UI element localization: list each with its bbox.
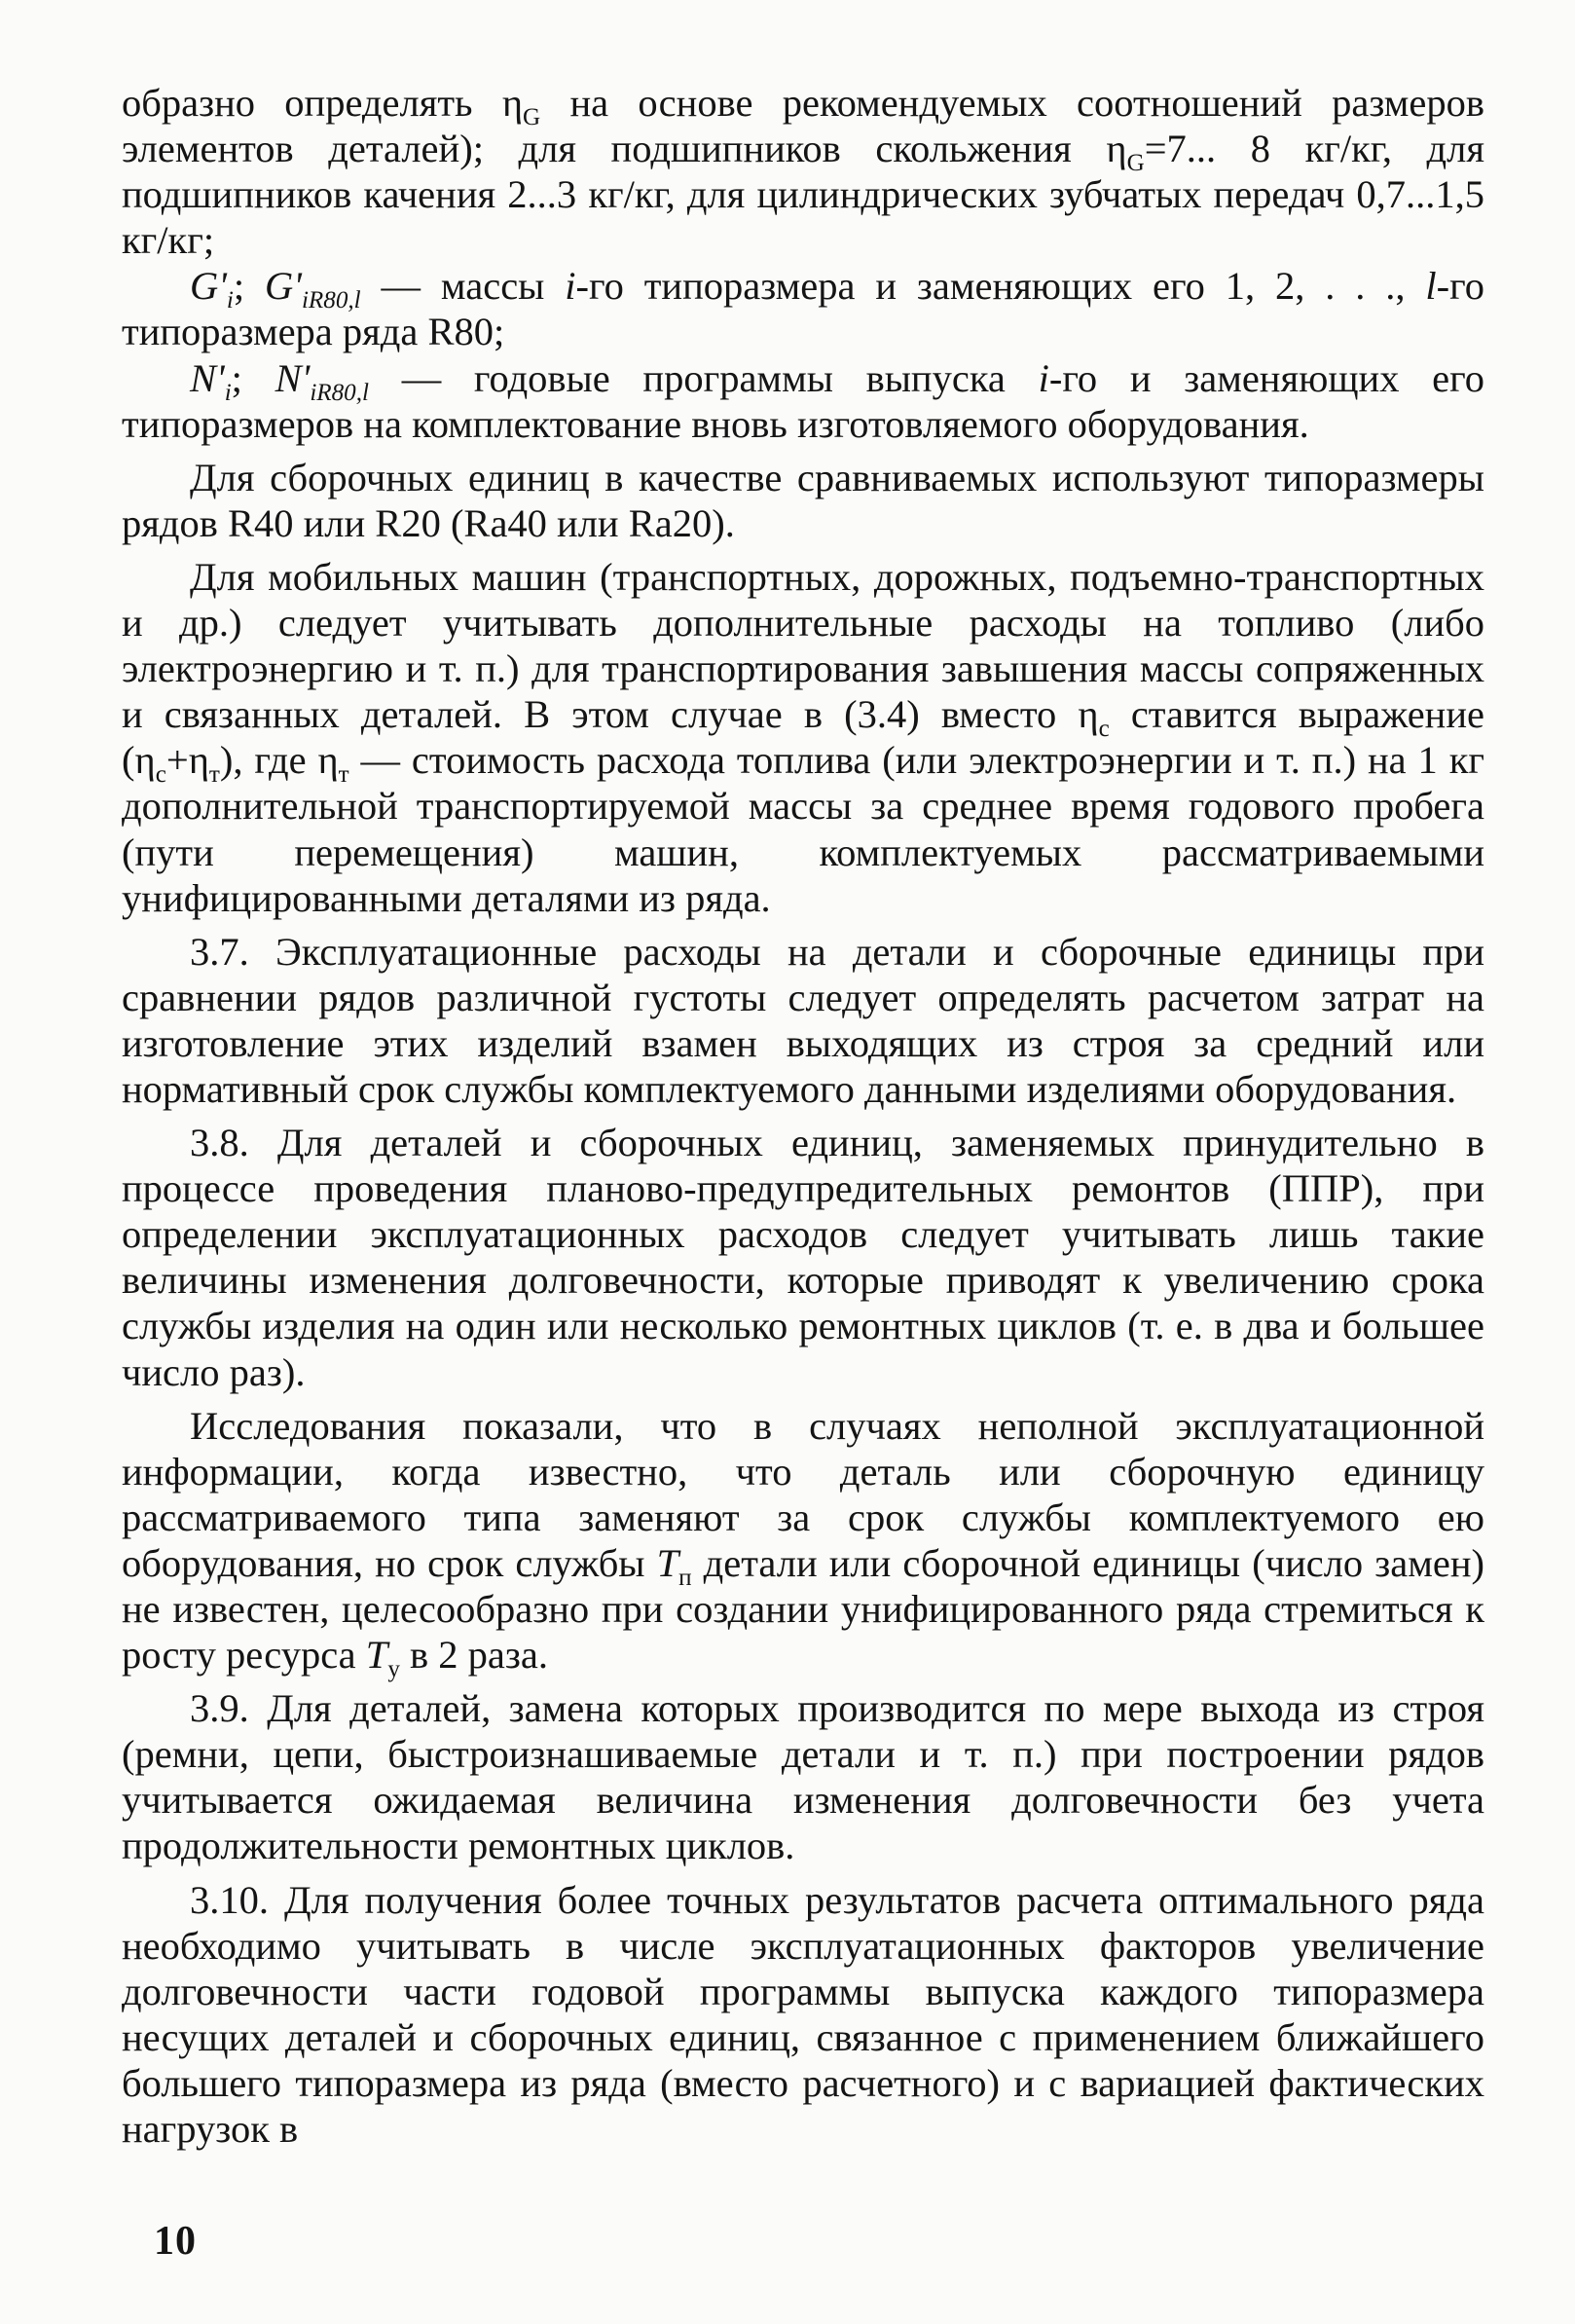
text-run: G' <box>190 264 227 309</box>
text-run: 3.8. Для деталей и сборочных единиц, заменяемых принудительно в процессе проведения планово-предупредительных ремонтов (ППР), при определении эксплуатационных расходов следует учитывать лишь такие величины изменения долговечности, которые приводят к увеличению срока службы изделия на один или несколько ремонтных циклов (т. е. в два и большее число раз). <box>122 1121 1484 1394</box>
text-run: ; <box>233 264 266 309</box>
paragraph-8 <box>122 1403 1484 1683</box>
subscript: у <box>387 1656 400 1683</box>
text-run: ), где <box>219 738 318 783</box>
paragraph-7 <box>122 1120 1484 1395</box>
text-run: — стоимость расхода топлива (или электроэнергии и т. п.) на 1 кг дополнительной транспортируемой массы за среднее время годового пробега (пути перемещения) машин, комплектуемых рассматриваемыми унифицированными деталями из ряда. <box>122 738 1484 920</box>
text-run: =7... 8 кг/кг, для подшипников качения 2...3 кг/кг, для цилиндрических зубчатых передач 0,7...1,5 кг/кг; <box>122 127 1485 263</box>
subscript: G <box>523 104 541 131</box>
text-run: Для сборочных единиц в качестве сравниваемых используют типоразмеры рядов R40 или R20 (Ra40 или Ra20). <box>122 455 1484 545</box>
text-run: ; <box>231 355 275 400</box>
text-run: 3.9. Для деталей, замена которых производится по мере выхода из строя (ремни, цепи, быстроизнашиваемые детали и т. п.) при построении рядов учитывается ожидаемая величина изменения долговечности без учета продолжительности ремонтных циклов. <box>122 1686 1484 1868</box>
text-column <box>122 80 1484 2159</box>
text-run: G' <box>265 264 302 309</box>
text-run: Исследования показали, что в случаях неполной эксплуатационной информации, когда известно, что деталь или сборочную единицу рассматриваемого типа заменяют за срок службы комплектуемого ею оборудования, но срок службы <box>122 1403 1484 1585</box>
subscript: c <box>1098 716 1110 743</box>
subscript: G <box>1126 150 1145 177</box>
paragraph-9 <box>122 1685 1484 1868</box>
subscript: iR80,l <box>310 379 369 406</box>
subscript: i <box>224 379 232 406</box>
subscript: i <box>226 287 234 314</box>
text-run: N' <box>190 355 225 400</box>
text-run: T <box>365 1633 388 1678</box>
paragraph-6 <box>122 929 1484 1112</box>
text-run: в 2 раза. <box>399 1633 548 1678</box>
text-run: Для мобильных машин (транспортных, дорожных, подъемно-транспортных и др.) следует учитывать дополнительные расходы на топливо (либо электроэнергию и т. п.) для транспортирования завышения массы сопряженных и связанных деталей. В этом случае в (3.4) вместо <box>122 554 1484 737</box>
paragraph-4 <box>122 455 1484 546</box>
subscript: iR80,l <box>301 287 361 314</box>
text-run: 3.7. Эксплуатационные расходы на детали и сборочные единицы при сравнении рядов различной густоты следует определять расчетом затрат на изготовление этих изделий взамен выходящих из строя за средний или нормативный срок службы комплектуемого данными изделиями оборудования. <box>122 929 1484 1111</box>
text-run: — массы <box>360 264 566 309</box>
text-run: -го типоразмера и заменяющих его 1, 2, . . ., <box>575 264 1426 309</box>
text-run: — годовые программы выпуска <box>369 355 1039 400</box>
text-run: -го типоразмера ряда R80; <box>122 264 1484 354</box>
text-run: i <box>565 264 576 309</box>
paragraph-5 <box>122 554 1484 921</box>
text-run: + <box>165 738 189 783</box>
text-run: η <box>1078 692 1099 737</box>
text-run: 3.10. Для получения более точных результатов расчета оптимального ряда необходимо учитывать в числе эксплуатационных факторов увеличение долговечности части годовой программы выпуска каждого типоразмера несущих деталей и сборочных единиц, связанное с применением ближайшего большего типоразмера из ряда (вместо расчетного) и с вариацией фактических нагрузок в <box>122 1877 1484 2152</box>
subscript: т <box>208 761 220 789</box>
text-run: детали или сборочной единицы (число замен) не известен, целесообразно при создании унифицированного ряда стремиться к росту ресурса <box>122 1540 1484 1678</box>
text-run: η <box>1106 127 1127 171</box>
text-run: l <box>1425 264 1437 309</box>
text-run: N' <box>275 355 311 400</box>
paragraph-1 <box>122 80 1484 263</box>
text-run: η <box>317 738 339 783</box>
text-run: η <box>188 738 209 783</box>
text-run: на основе рекомендуемых соотношений размеров элементов деталей); для подшипников скольжения <box>122 81 1484 171</box>
text-run: образно определять <box>122 81 502 125</box>
subscript: п <box>678 1565 692 1591</box>
text-run: -го и заменяющих его типоразмеров на комплектование вновь изготовляемого оборудования. <box>122 355 1484 446</box>
paragraph-10 <box>122 1877 1484 2153</box>
subscript: т <box>338 761 349 789</box>
page-number: 10 <box>154 2219 197 2264</box>
paragraph-3 <box>122 355 1484 447</box>
text-run: η <box>134 738 156 783</box>
text-run: ставится выражение ( <box>122 692 1484 783</box>
subscript: c <box>155 761 166 789</box>
text-run: η <box>501 81 524 125</box>
text-run: i <box>1038 355 1049 400</box>
paragraph-2 <box>122 263 1484 354</box>
text-run: T <box>656 1540 679 1585</box>
